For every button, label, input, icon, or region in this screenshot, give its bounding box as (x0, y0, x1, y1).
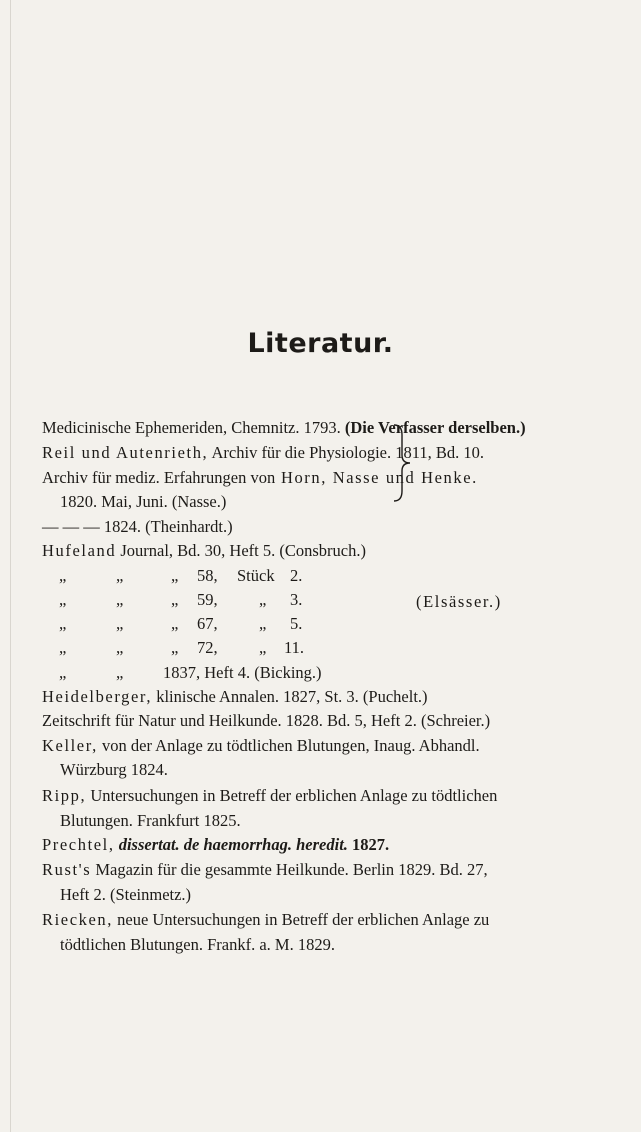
bracket-label: (Elsässer.) (416, 592, 502, 611)
entry-archiv (42, 468, 478, 488)
ditto-mark: „ (259, 590, 267, 609)
entry-text: Blutungen. Frankfurt 1825. (60, 811, 241, 830)
entry-archiv-1824 (42, 517, 233, 537)
ditto-mark: „ (59, 638, 67, 657)
page-edge (10, 0, 11, 1132)
entry-text: Journal, Bd. 30, Heft 5. (Consbruch.) (116, 541, 366, 560)
entry-text: Magazin für die gesammte Heilkunde. Berlin 1829. Bd. 27, (91, 860, 488, 879)
ditto-mark: „ (171, 638, 179, 657)
entry-text: Archiv für mediz. Erfahrungen von (42, 468, 276, 487)
entry-text: von der Anlage zu tödtlichen Blutungen, Inaug. Abhandl. (97, 736, 480, 755)
entry-author: Hufeland (42, 541, 117, 560)
entry-text: Würzburg 1824. (60, 760, 168, 779)
entry-year: 1827. (347, 835, 390, 854)
entry-ripp (42, 786, 497, 806)
entry-author: Rust's (42, 860, 92, 879)
ditto-mark: „ (116, 638, 124, 657)
ditto-mark: „ (116, 663, 124, 682)
entry-archiv-cont (60, 492, 226, 512)
ditto-mark: „ (259, 638, 267, 657)
ditto-mark: „ (59, 566, 67, 585)
entry-ripp-cont (60, 811, 241, 831)
entry-title: dissertat. de haemorrhag. heredit. (114, 835, 348, 854)
entry-author: Prechtel, (42, 835, 115, 854)
entry-author: Keller, (42, 736, 98, 755)
entry-rust (42, 860, 488, 880)
ditto-mark: „ (171, 566, 179, 585)
right-brace-icon (392, 423, 412, 503)
entry-heidelberger (42, 687, 428, 707)
entry-reil (42, 443, 484, 463)
entry-rust-cont (60, 885, 191, 905)
entry-riecken-cont (60, 935, 335, 955)
entry-author: Riecken, (42, 910, 113, 929)
entry-text: 1820. Mai, Juni. (Nasse.) (60, 492, 227, 511)
entry-text: Archiv für die Physiologie. 1811, Bd. 10. (208, 443, 485, 462)
entry-text: 1824. (Theinhardt.) (99, 517, 233, 536)
entry-text: klinische Annalen. 1827, St. 3. (Puchelt.) (152, 687, 428, 706)
entry-ephemeriden (42, 418, 526, 438)
entry-riecken (42, 910, 489, 930)
ditto-mark: „ (59, 663, 67, 682)
ditto-mark: „ (171, 614, 179, 633)
issue-number: 5. (290, 614, 303, 633)
ditto-mark: „ (59, 614, 67, 633)
issue-word: Stück (237, 566, 275, 585)
entry-authors: Horn, Nasse und Henke. (275, 468, 478, 487)
entry-hufeland (42, 541, 366, 561)
entry-source: Medicinische Ephemeriden, Chemnitz. 1793. (42, 418, 341, 437)
entry-text: Heft 2. (Steinmetz.) (60, 885, 192, 904)
page-title: Literatur. (247, 328, 394, 359)
entry-prechtel (42, 835, 389, 855)
entry-text: tödtlichen Blutungen. Frankf. a. M. 1829. (60, 935, 335, 954)
ditto-mark: „ (116, 566, 124, 585)
entry-author: Reil und Autenrieth, (42, 443, 209, 462)
ditto-mark: „ (116, 590, 124, 609)
ditto-mark: „ (259, 614, 267, 633)
volume-number: 58, (197, 566, 218, 585)
issue-number: 11. (284, 638, 305, 657)
ditto-mark: „ (59, 590, 67, 609)
ditto-mark: „ (171, 590, 179, 609)
volume-number: 72, (197, 638, 218, 657)
entry-text: Zeitschrift für Natur und Heilkunde. 1828. Bd. 5, Heft 2. (Schreier.) (42, 711, 491, 730)
ditto-dashes: — — — (42, 517, 100, 536)
issue-number: 2. (290, 566, 303, 585)
entry-keller-cont (60, 760, 168, 780)
entry-text: 1837, Heft 4. (Bicking.) (163, 663, 322, 682)
issue-number: 3. (290, 590, 303, 609)
volume-number: 67, (197, 614, 218, 633)
entry-text: Untersuchungen in Betreff der erblichen Anlage zu tödtlichen (86, 786, 498, 805)
entry-text: neue Untersuchungen in Betreff der erblichen Anlage zu (113, 910, 490, 929)
entry-zeitschrift (42, 711, 490, 731)
entry-author: Heidelberger, (42, 687, 153, 706)
ditto-mark: „ (116, 614, 124, 633)
entry-author: Ripp, (42, 786, 87, 805)
volume-number: 59, (197, 590, 218, 609)
entry-keller (42, 736, 480, 756)
entry-note: (Die Verfasser derselben.) (340, 418, 526, 437)
